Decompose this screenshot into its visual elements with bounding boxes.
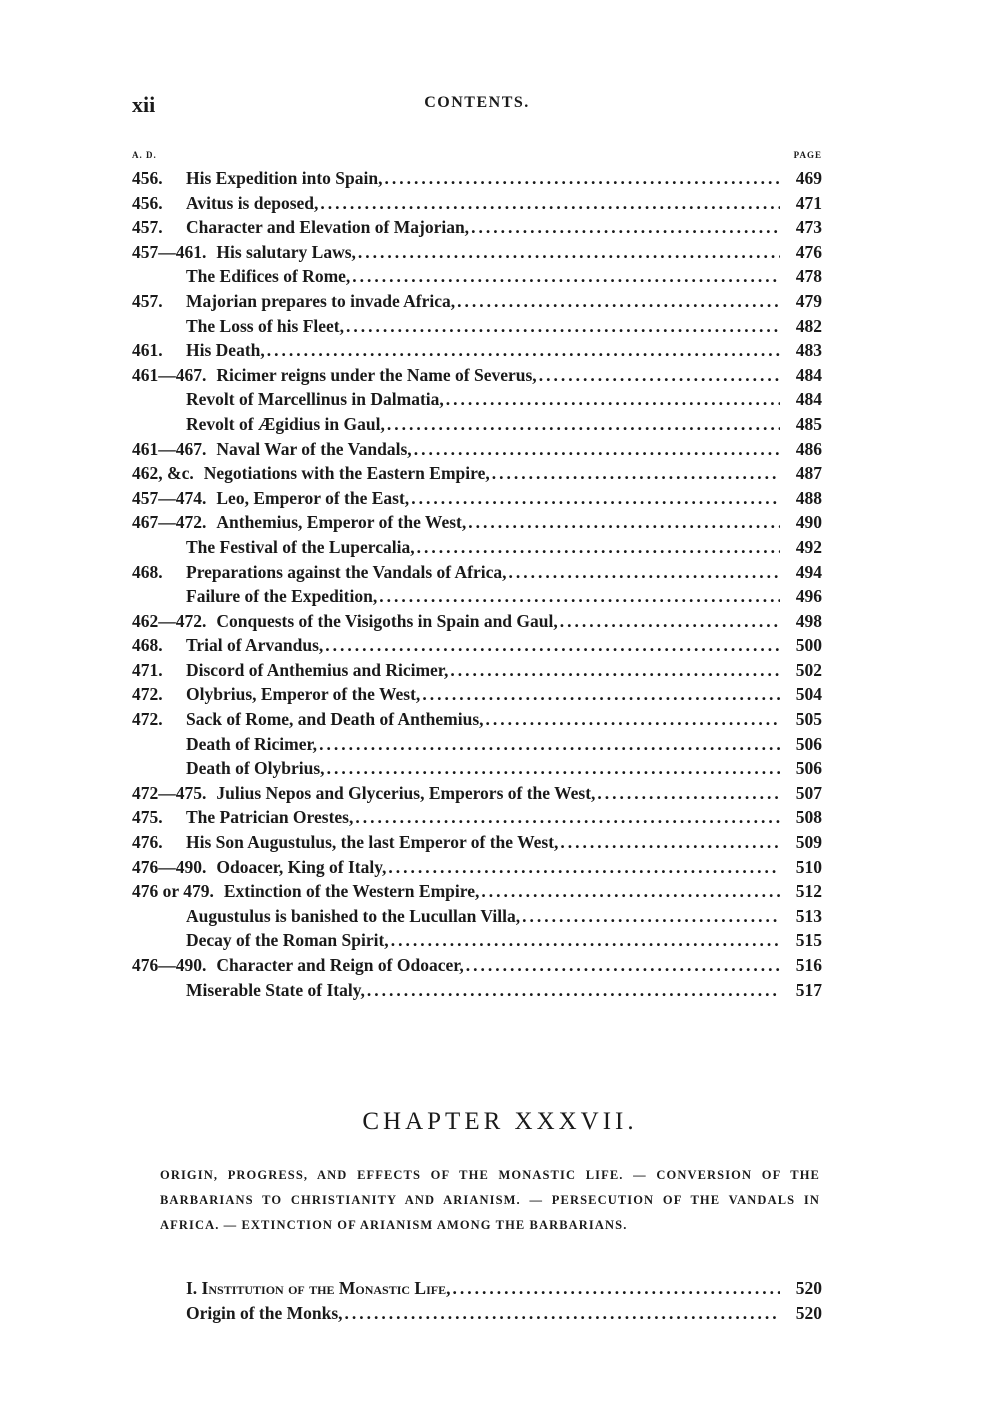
dot-leader xyxy=(346,314,780,339)
entry-page-number: 509 xyxy=(795,832,822,853)
entry-date: 461—467. xyxy=(132,364,207,385)
contents-entry xyxy=(132,166,822,191)
entry-date: 461. xyxy=(132,340,163,361)
dot-leader xyxy=(414,437,780,462)
contents-entry xyxy=(132,338,822,363)
entry-page-number: 483 xyxy=(795,340,822,361)
entry-page-number: 507 xyxy=(795,782,822,803)
entry-page-number: 487 xyxy=(795,463,822,484)
entry-page-number: 510 xyxy=(795,856,822,877)
entry-date: 457—474. xyxy=(132,487,207,508)
entry-title: Anthemius, Emperor of the West, xyxy=(216,512,467,533)
entry-page-number: 500 xyxy=(795,635,822,656)
entry-title: His salutary Laws, xyxy=(216,241,356,262)
dot-leader xyxy=(391,928,780,953)
entry-date: 456. xyxy=(132,168,163,188)
contents-entry xyxy=(132,289,822,314)
contents-entry xyxy=(132,437,822,462)
contents-entry xyxy=(132,732,822,757)
entry-page-number: 485 xyxy=(795,413,822,434)
entry-page-number: 512 xyxy=(795,881,822,902)
contents-entry xyxy=(132,609,822,634)
contents-entry xyxy=(132,535,822,560)
entry-date: 471. xyxy=(132,659,163,680)
entry-title: Naval War of the Vandals, xyxy=(216,438,412,459)
contents-entry xyxy=(132,363,822,388)
entry-date: 467—472. xyxy=(132,512,207,533)
entry-page-number: 520 xyxy=(795,1302,822,1323)
entry-page-number: 486 xyxy=(795,438,822,459)
dot-leader xyxy=(388,855,780,880)
dot-leader xyxy=(355,805,780,830)
entry-page-number: 520 xyxy=(795,1278,822,1298)
contents-entry xyxy=(132,264,822,289)
contents-entry xyxy=(132,707,822,732)
entry-date: 462, &c. xyxy=(132,463,194,484)
entry-title: Odoacer, King of Italy, xyxy=(216,856,387,877)
contents-entry xyxy=(132,560,822,585)
dot-leader xyxy=(411,486,780,511)
contents-entry xyxy=(132,953,822,978)
contents-entry xyxy=(132,387,822,412)
contents-entry xyxy=(132,510,822,535)
contents-entry xyxy=(132,461,822,486)
entry-title: Revolt of Marcellinus in Dalmatia, xyxy=(186,389,444,410)
entry-title: Extinction of the Western Empire, xyxy=(223,881,480,902)
entry-page-number: 488 xyxy=(795,487,822,508)
entry-page-number: 502 xyxy=(795,659,822,680)
entry-title: Miserable State of Italy, xyxy=(186,979,365,1000)
running-head xyxy=(132,92,822,120)
entry-title: His Son Augustulus, the last Emperor of the West, xyxy=(186,832,559,853)
contents-entry xyxy=(132,928,822,953)
contents-entry xyxy=(132,314,822,339)
entry-title: Conquests of the Visigoths in Spain and Gaul, xyxy=(216,610,558,631)
entry-title: Majorian prepares to invade Africa, xyxy=(186,290,456,311)
entry-title: Discord of Anthemius and Ricimer, xyxy=(186,659,449,680)
contents-list xyxy=(132,166,822,1002)
entry-title: Revolt of Ægidius in Gaul, xyxy=(186,413,385,434)
entry-title: Origin of the Monks, xyxy=(186,1302,343,1323)
entry-page-number: 506 xyxy=(795,758,822,779)
entry-page-number: 506 xyxy=(795,733,822,754)
dot-leader xyxy=(522,904,780,929)
entry-date: 457. xyxy=(132,290,163,311)
dot-leader xyxy=(471,215,780,240)
dot-leader xyxy=(560,830,780,855)
contents-entry xyxy=(132,658,822,683)
contents-entry xyxy=(186,1301,822,1326)
entry-title: Sack of Rome, and Death of Anthemius, xyxy=(186,709,484,730)
entry-date: 476. xyxy=(132,832,163,853)
entry-page-number: 504 xyxy=(795,684,822,705)
entry-page-number: 476 xyxy=(795,241,822,262)
dot-leader xyxy=(597,781,780,806)
dot-leader xyxy=(560,609,780,634)
entry-title: Ricimer reigns under the Name of Severus, xyxy=(216,364,537,385)
dot-leader xyxy=(481,879,780,904)
dot-leader xyxy=(492,461,780,486)
contents-entry xyxy=(132,904,822,929)
page-number: xii xyxy=(132,92,156,117)
column-heading-ad: A. D. xyxy=(132,150,157,160)
entry-page-number: 473 xyxy=(795,217,822,238)
entry-date: 476—490. xyxy=(132,955,207,975)
contents-entry xyxy=(132,584,822,609)
contents-entry xyxy=(132,486,822,511)
dot-leader xyxy=(319,732,780,757)
entry-title: Olybrius, Emperor of the West, xyxy=(186,684,421,705)
entry-title: Character and Reign of Odoacer, xyxy=(216,955,464,975)
contents-entry xyxy=(132,682,822,707)
entry-page-number: 484 xyxy=(795,364,822,385)
entry-page-number: 496 xyxy=(795,586,822,607)
chapter-contents-list xyxy=(186,1276,822,1325)
entry-date: 476 or 479. xyxy=(132,881,214,902)
entry-title: Decay of the Roman Spirit, xyxy=(186,930,389,951)
dot-leader xyxy=(325,633,780,658)
entry-page-number: 494 xyxy=(795,561,822,582)
dot-leader xyxy=(466,953,780,978)
entry-page-number: 490 xyxy=(795,512,822,533)
dot-leader xyxy=(358,240,780,265)
entry-date: 472. xyxy=(132,684,163,705)
entry-date: 462—472. xyxy=(132,610,207,631)
entry-page-number: 517 xyxy=(795,979,822,1000)
entry-page-number: 479 xyxy=(795,290,822,311)
entry-page-number: 498 xyxy=(795,610,822,631)
chapter-heading: CHAPTER XXXVII. xyxy=(362,1108,638,1135)
dot-leader xyxy=(345,1301,780,1326)
contents-entry xyxy=(132,215,822,240)
entry-title: Augustulus is banished to the Lucullan Villa, xyxy=(186,905,521,926)
entry-date: 457. xyxy=(132,217,163,238)
entry-page-number: 516 xyxy=(795,955,822,975)
column-heading-page: PAGE xyxy=(793,150,822,160)
entry-date: 468. xyxy=(132,635,163,656)
entry-page-number: 508 xyxy=(795,807,822,828)
dot-leader xyxy=(320,191,780,216)
entry-title: His Death, xyxy=(186,340,265,361)
entry-title: The Patrician Orestes, xyxy=(186,807,354,828)
entry-page-number: 482 xyxy=(795,315,822,336)
entry-title: Trial of Arvandus, xyxy=(186,635,324,656)
entry-page-number: 505 xyxy=(795,709,822,730)
contents-entry xyxy=(132,191,822,216)
entry-date: 457—461. xyxy=(132,241,207,262)
entry-title: Death of Ricimer, xyxy=(186,733,318,754)
dot-leader xyxy=(367,978,780,1003)
contents-entry xyxy=(132,633,822,658)
entry-title: Preparations against the Vandals of Africa, xyxy=(186,561,507,582)
dot-leader xyxy=(446,387,780,412)
chapter-summary: ORIGIN, PROGRESS, AND EFFECTS OF THE MONASTIC LIFE. — CONVERSION OF THE BARBARIANS TO CHRISTIANITY AND ARIANISM. — PERSECUTION OF THE VANDALS IN AFRICA. — EXTINCTION OF ARIANISM AMONG THE BARBARIANS. xyxy=(160,1168,820,1232)
contents-entry xyxy=(132,781,822,806)
dot-leader xyxy=(327,756,780,781)
entry-title: Character and Elevation of Majorian, xyxy=(186,217,470,238)
entry-date: 475. xyxy=(132,807,163,828)
running-title: CONTENTS. xyxy=(424,94,530,111)
dot-leader xyxy=(450,658,780,683)
entry-page-number: 513 xyxy=(795,905,822,926)
contents-entry xyxy=(132,879,822,904)
entry-title: I. Institution of the Monastic Life, xyxy=(186,1278,451,1298)
entry-date: 472—475. xyxy=(132,782,207,803)
contents-entry xyxy=(132,805,822,830)
entry-title: The Festival of the Lupercalia, xyxy=(186,536,415,557)
dot-leader xyxy=(457,289,780,314)
contents-entry xyxy=(132,855,822,880)
entry-title: Leo, Emperor of the East, xyxy=(216,487,410,508)
entry-title: Death of Olybrius, xyxy=(186,758,325,779)
contents-entry xyxy=(132,240,822,265)
dot-leader xyxy=(417,535,780,560)
dot-leader xyxy=(539,363,780,388)
contents-entry xyxy=(132,756,822,781)
entry-page-number: 484 xyxy=(795,389,822,410)
column-headings xyxy=(132,150,822,164)
entry-page-number: 478 xyxy=(795,266,822,287)
dot-leader xyxy=(379,584,780,609)
entry-page-number: 515 xyxy=(795,930,822,951)
dot-leader xyxy=(486,707,780,732)
entry-title: Avitus is deposed, xyxy=(186,192,319,213)
entry-title: Negotiations with the Eastern Empire, xyxy=(203,463,490,484)
dot-leader xyxy=(509,560,780,585)
dot-leader xyxy=(387,412,780,437)
dot-leader xyxy=(422,682,780,707)
contents-entry xyxy=(132,412,822,437)
dot-leader xyxy=(452,1276,780,1301)
entry-title: Julius Nepos and Glycerius, Emperors of the West, xyxy=(216,782,596,803)
entry-page-number: 469 xyxy=(795,168,822,188)
contents-entry xyxy=(132,978,822,1003)
contents-entry xyxy=(132,830,822,855)
contents-entry xyxy=(186,1276,822,1301)
entry-title: Failure of the Expedition, xyxy=(186,586,378,607)
entry-title: His Expedition into Spain, xyxy=(186,168,383,188)
dot-leader xyxy=(352,264,780,289)
entry-page-number: 471 xyxy=(795,192,822,213)
entry-date: 476—490. xyxy=(132,856,207,877)
entry-date: 461—467. xyxy=(132,438,207,459)
entry-date: 468. xyxy=(132,561,163,582)
entry-page-number: 492 xyxy=(795,536,822,557)
entry-date: 472. xyxy=(132,709,163,730)
dot-leader xyxy=(468,510,780,535)
entry-title: The Loss of his Fleet, xyxy=(186,315,344,336)
dot-leader xyxy=(384,166,780,191)
entry-title: The Edifices of Rome, xyxy=(186,266,351,287)
entry-date: 456. xyxy=(132,192,163,213)
dot-leader xyxy=(267,338,780,363)
